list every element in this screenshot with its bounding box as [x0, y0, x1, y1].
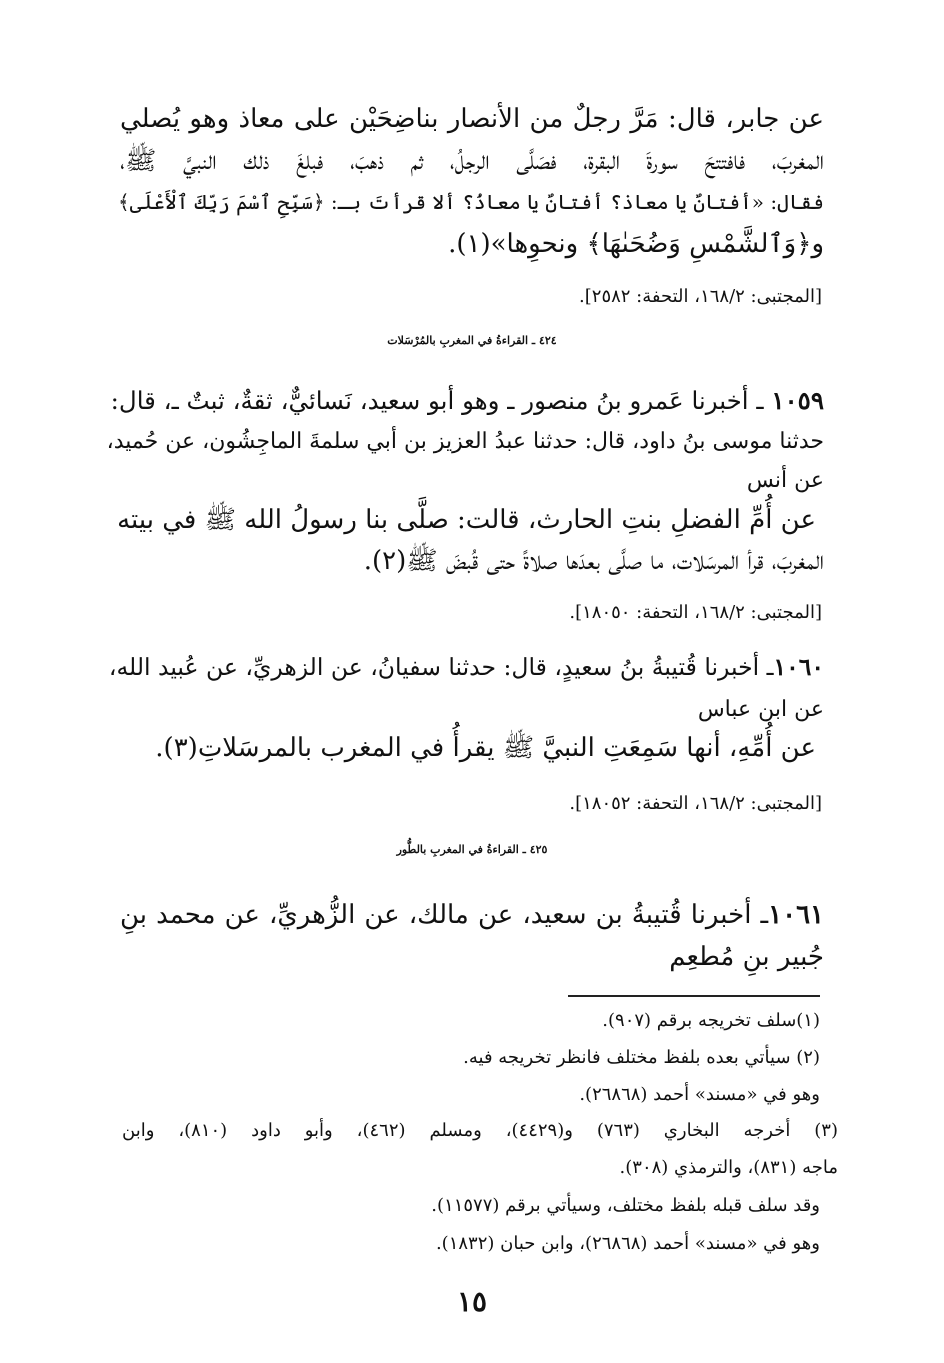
hadith-text: ـ أخبرنا عَمرو بنُ منصور ـ وهو أبو سعيد، نَسائيٌّ، ثقةٌ، ثبتٌ ـ، قال: — [110, 386, 772, 415]
hadith-text: ـ أخبرنا قُتيبةُ بن سعيد، عن مالك، عن الزُّهريِّ، عن محمد بنِ — [120, 900, 769, 930]
hadith-text-line: المغربَ، فافتتحَ سورةَ البقرة، فصَلَّى الرجلُ، ثم ذهبَ، فبلغَ ذلك النبيَّ ﷺ، — [120, 146, 824, 176]
hadith-text-line — [110, 381, 824, 421]
hadith-text-line: جُبير بنِ مُطعِم — [669, 942, 824, 972]
footnote: (١)سلف تخريجه برقم (٩٠٧). — [602, 1010, 820, 1031]
hadith-text-line: و﴿وَٱلشَّمْسِ وَضُحَىٰهَا﴾ ونحوِها»(١). — [448, 229, 824, 259]
isnad-end-line: عن ابن عباس — [697, 697, 824, 722]
source-reference: [المجتبى: ١٦٨/٢، التحفة: ١٨٠٥٢]. — [569, 793, 822, 814]
footnote: ماجه (٨٣١)، والترمذي (٣٠٨). — [619, 1157, 838, 1178]
hadith-number: ١٠٥٩ — [771, 386, 824, 415]
hadith-text: ـ أخبرنا قُتيبةُ بنُ سعيدٍ، قال: حدثنا سفيانُ، عن الزهريِّ، عن عُبيد الله، — [108, 653, 774, 681]
hadith-number: ١٠٦٠ — [773, 653, 824, 681]
isnad-end-line: عن أنس — [746, 468, 824, 493]
page-number: ١٥ — [456, 1285, 488, 1318]
source-reference: [المجتبى: ١٦٨/٢، التحفة: ١٨٠٥٠]. — [569, 602, 822, 623]
footnote-separator — [568, 995, 820, 997]
hadith-text-line: عن أُمِّهِ، أنها سَمِعَتِ النبيَّ ﷺ يقرأُ في المغرب بالمرسَلاتِ(٣). — [155, 733, 816, 763]
chapter-heading: ٤٢٥ ـ القراءةُ في المغربِ بالطُّور — [396, 843, 548, 856]
source-reference: [المجتبى: ١٦٨/٢، التحفة: ٢٥٨٢]. — [579, 286, 822, 307]
hadith-text-line: المغربَ، قرأ المرسَلات، ما صلَّى بعدَها صلاةً حتى قُبضَ ﷺ(٢). — [363, 546, 824, 576]
hadith-text-line: حدثنا موسى بنُ داود، قال: حدثنا عبدُ العزيز بن أبي سلمةَ الماجِشُون، عن حُميد، — [106, 429, 824, 454]
footnote: وقد سلف قبله بلفظ مختلف، وسيأتي برقم (١١٥٧٧). — [431, 1195, 820, 1216]
footnote: (٢) سيأتي بعده بلفظ مختلف فانظر تخريجه فيه. — [463, 1047, 820, 1068]
hadith-text-line — [108, 647, 824, 687]
footnote: وهو في «مسند» أحمد (٢٦٨٦٨)، وابن حبان (١٨٣٢). — [435, 1233, 820, 1254]
footnote: (٣) أخرجه البخاري (٧٦٣) و(٤٤٢٩)، ومسلم (٤٦٢)، وأبو داود (٨١٠)، وابن — [122, 1120, 838, 1141]
hadith-text-line: عن أُمِّ الفضلِ بنتِ الحارث، قالت: صلَّى بنا رسولُ الله ﷺ في بيته — [117, 505, 816, 535]
chapter-heading: ٤٢٤ ـ القراءةُ في المغربِ بالمُرْسَلات — [387, 334, 557, 347]
hadith-text-line: فقال: «أفتانٌ يا معاذ؟ أفتانٌ يا معاذُ؟ ألا قرأتَ بـ: ﴿سَبِّحِ ٱسْمَ رَبِّكَ ٱلْأَعْلَى﴾ — [117, 190, 824, 214]
hadith-number: ١٠٦١ — [768, 900, 824, 930]
footnote: وهو في «مسند» أحمد (٢٦٨٦٨). — [579, 1084, 820, 1105]
hadith-text-line: عن جابر، قال: مَرَّ رجلٌ من الأنصار بناضِحَيْن على معاذ وهو يُصلي — [120, 104, 824, 134]
hadith-text-line — [120, 895, 824, 935]
